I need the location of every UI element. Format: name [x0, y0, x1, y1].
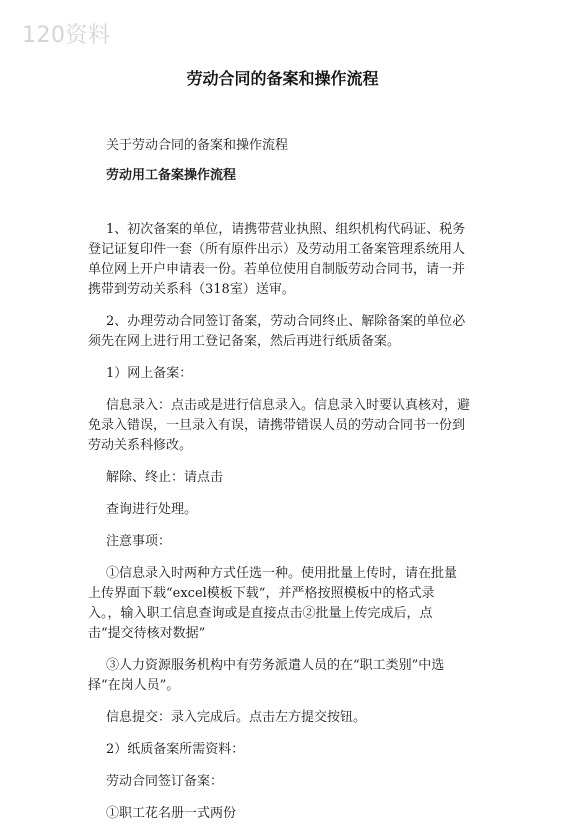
paragraph-note-1 — [88, 564, 480, 644]
paper-filing-heading: 2）纸质备案所需资料： — [106, 742, 245, 757]
paragraph-submit: 信息提交：录入完成后。点击左方提交按钮。 — [106, 710, 367, 725]
paragraph-line: 单位网上开户申请表一份。若单位使用自制版劳动合同书，请一并 — [88, 262, 466, 277]
paragraph-line: 携带到劳动关系科（318室）送审。 — [88, 282, 295, 297]
paragraph-termination: 解除、终止：请点击 — [106, 470, 224, 485]
paragraph-line: 上传界面下载“excel模板下载“，并严格按照模板中的格式录 — [88, 586, 435, 601]
paragraph-line: 入。，输入职工信息查询或是直接点击②批量上传完成后，点 — [88, 606, 433, 621]
paragraph-line: ①信息录入时两种方式任选一种。使用批量上传时，请在批量 — [106, 566, 458, 581]
paragraph-line: 择“在岗人员”。 — [88, 678, 180, 693]
paragraph-query: 查询进行处理。 — [106, 502, 198, 517]
paragraph-line: 信息录入：点击或是进行信息录入。信息录入时要认真核对，避 — [106, 398, 471, 413]
section-title: 劳动用工备案操作流程 — [106, 168, 237, 183]
paragraph-line: 免录入错误，一旦录入有误，请携带错误人员的劳动合同书一份到 — [88, 418, 466, 433]
paragraph-line: 须先在网上进行用工登记备案，然后再进行纸质备案。 — [88, 334, 401, 349]
paragraph-1 — [88, 220, 480, 300]
paragraph-line: 1、初次备案的单位，请携带营业执照、组织机构代码证、税务 — [106, 222, 466, 237]
paragraph-note-3 — [88, 656, 480, 696]
paragraph-line: ③人力资源服务机构中有劳务派遣人员的在“职工类别”中选 — [106, 658, 445, 673]
online-filing-heading: 1）网上备案： — [106, 366, 193, 381]
notes-heading: 注意事项： — [106, 534, 172, 549]
paragraph-info-entry — [88, 396, 480, 456]
document-body — [88, 136, 480, 824]
paragraph-line: 登记证复印件一套（所有原件出示）及劳动用工备案管理系统用人 — [88, 242, 466, 257]
paragraph-line: 2、办理劳动合同签订备案，劳动合同终止、解除备案的单位必 — [106, 314, 466, 329]
roster-item: ①职工花名册一式两份 — [106, 806, 237, 821]
document-subtitle: 关于劳动合同的备案和操作流程 — [106, 138, 289, 153]
page-title: 劳动合同的备案和操作流程 — [186, 69, 379, 88]
contract-signing-heading: 劳动合同签订备案： — [106, 774, 224, 789]
watermark: 120资料 — [22, 23, 111, 48]
paragraph-line: 劳动关系科修改。 — [88, 438, 193, 453]
paragraph-2 — [88, 312, 480, 352]
paragraph-line: 击“提交待核对数据” — [88, 626, 206, 641]
